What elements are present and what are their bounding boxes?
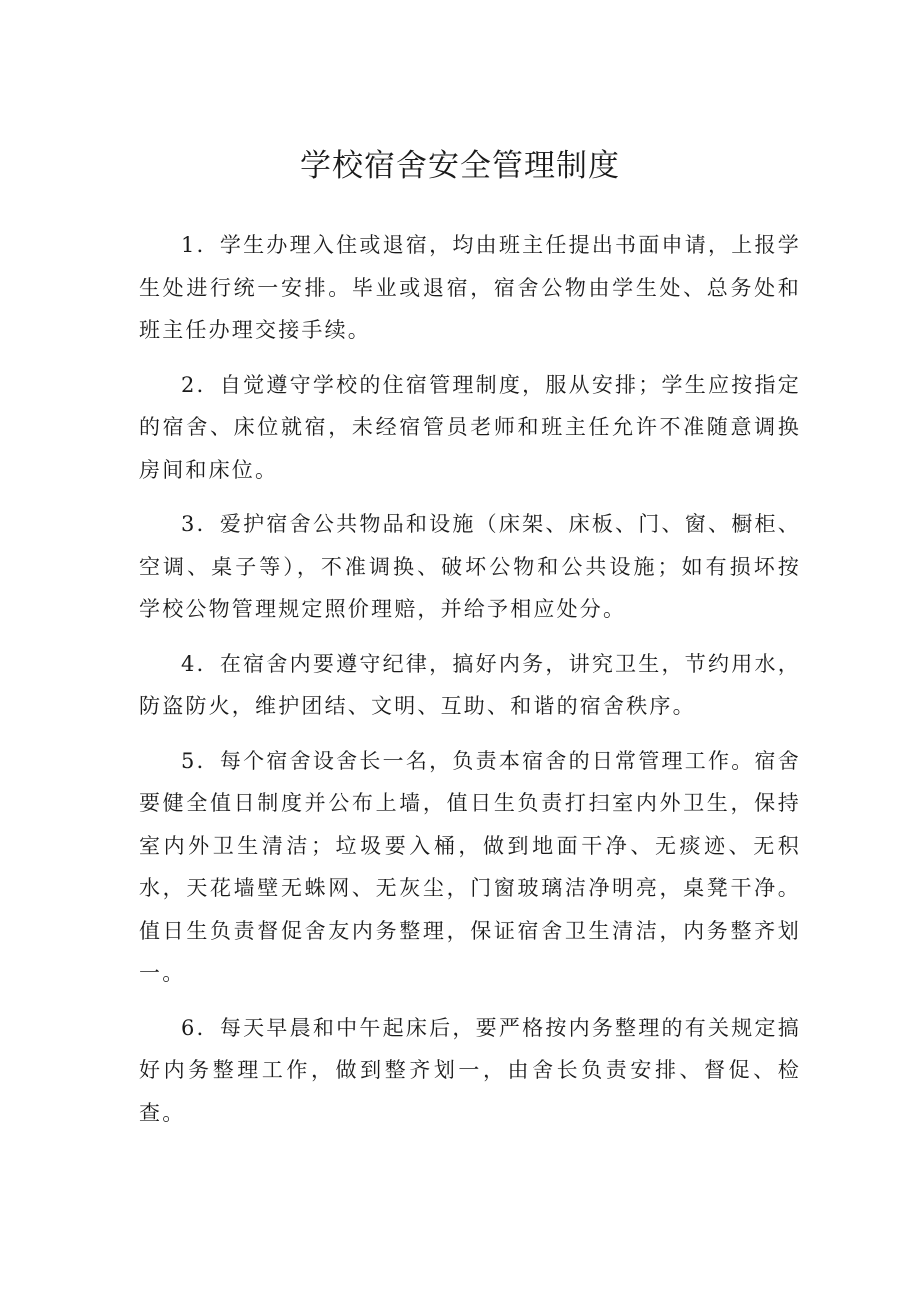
- paragraph-5: 5．每个宿舍设舍长一名，负责本宿舍的日常管理工作。宿舍要健全值日制度并公布上墙，值日生负责打扫室内外卫生，保持室内外卫生清洁；垃圾要入桶，做到地面干净、无痰迹、无积水，天花墙壁无蛛网、无灰尘，门窗玻璃洁净明亮，桌凳干净。值日生负责督促舍友内务整理，保证宿舍卫生清洁，内务整齐划一。: [139, 748, 801, 985]
- paragraph-3: 3．爱护宿舍公共物品和设施（床架、床板、门、窗、橱柜、空调、桌子等），不准调换、破坏公物和公共设施；如有损坏按学校公物管理规定照价理赔，并给予相应处分。: [139, 512, 801, 621]
- paragraph-4: 4．在宿舍内要遵守纪律，搞好内务，讲究卫生，节约用水，防盗防火，维护团结、文明、互助、和谐的宿舍秩序。: [139, 651, 801, 718]
- document-body: [139, 224, 801, 1146]
- paragraph-1: 1．学生办理入住或退宿，均由班主任提出书面申请，上报学生处进行统一安排。毕业或退宿，宿舍公物由学生处、总务处和班主任办理交接手续。: [139, 233, 801, 342]
- document-title: 学校宿舍安全管理制度: [300, 148, 620, 184]
- paragraph-2: 2．自觉遵守学校的住宿管理制度，服从安排；学生应按指定的宿舍、床位就宿，未经宿管员老师和班主任允许不准随意调换房间和床位。: [139, 372, 801, 482]
- paragraph-6: 6．每天早晨和中午起床后，要严格按内务整理的有关规定搞好内务整理工作，做到整齐划一，由舍长负责安排、督促、检查。: [139, 1015, 801, 1125]
